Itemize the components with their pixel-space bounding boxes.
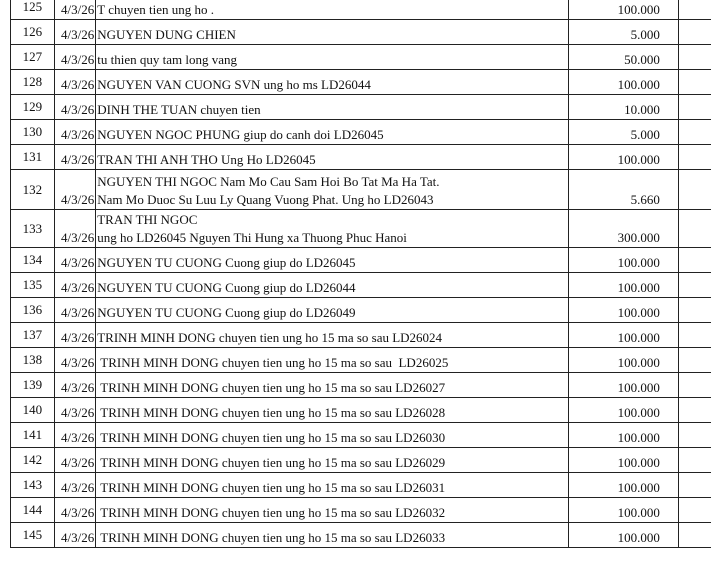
- row-description-text: TRINH MINH DONG chuyen tien ung ho 15 ma so sau LD26024: [97, 330, 443, 345]
- table-row: [11, 45, 711, 70]
- row-description: [96, 170, 569, 210]
- table-row: [11, 95, 711, 120]
- row-empty-cell: [678, 423, 711, 448]
- row-date: 4/3/26: [54, 120, 96, 145]
- row-description: [96, 523, 569, 548]
- row-description-text: TRINH MINH DONG chuyen tien ung ho 15 ma so sau LD26033: [97, 530, 446, 545]
- row-number: 145: [11, 523, 55, 548]
- table-row: [11, 373, 711, 398]
- row-date: 4/3/26: [54, 473, 96, 498]
- row-date: 4/3/26: [54, 210, 96, 248]
- row-number: 127: [11, 45, 55, 70]
- row-number: 134: [11, 248, 55, 273]
- row-empty-cell: [678, 273, 711, 298]
- row-amount: 100.000: [569, 348, 679, 373]
- row-description-text: NGUYEN DUNG CHIEN: [97, 27, 236, 42]
- row-description-text: ung ho LD26045 Nguyen Thi Hung xa Thuong Phuc Hanoi: [97, 230, 407, 245]
- row-description: [96, 210, 569, 248]
- row-amount: 100.000: [569, 398, 679, 423]
- row-description-text: T chuyen tien ung ho .: [97, 2, 214, 17]
- row-amount: 100.000: [569, 423, 679, 448]
- row-number: 139: [11, 373, 55, 398]
- row-description: [96, 498, 569, 523]
- row-description: [96, 323, 569, 348]
- row-date: 4/3/26: [54, 145, 96, 170]
- row-number: 130: [11, 120, 55, 145]
- table-row: [11, 248, 711, 273]
- table-row: [11, 423, 711, 448]
- table-row: [11, 398, 711, 423]
- row-empty-cell: [678, 45, 711, 70]
- row-empty-cell: [678, 448, 711, 473]
- row-amount: 100.000: [569, 448, 679, 473]
- row-description: [96, 248, 569, 273]
- row-amount: 100.000: [569, 498, 679, 523]
- row-number: 132: [11, 170, 55, 210]
- row-date: 4/3/26: [54, 45, 96, 70]
- row-description-text: TRINH MINH DONG chuyen tien ung ho 15 ma so sau LD26031: [97, 480, 446, 495]
- row-description: [96, 145, 569, 170]
- row-description: [96, 423, 569, 448]
- row-empty-cell: [678, 323, 711, 348]
- table-row: [11, 298, 711, 323]
- table-row: [11, 348, 711, 373]
- row-amount: 5.000: [569, 20, 679, 45]
- row-empty-cell: [678, 298, 711, 323]
- row-amount: 100.000: [569, 248, 679, 273]
- table-body: [11, 0, 711, 548]
- row-date: 4/3/26: [54, 298, 96, 323]
- row-date: 4/3/26: [54, 523, 96, 548]
- table-row: [11, 323, 711, 348]
- row-date: 4/3/26: [54, 373, 96, 398]
- row-date: 4/3/26: [54, 170, 96, 210]
- row-date: 4/3/26: [54, 70, 96, 95]
- table-row: [11, 70, 711, 95]
- row-empty-cell: [678, 0, 711, 20]
- row-empty-cell: [678, 373, 711, 398]
- row-description-text: DINH THE TUAN chuyen tien: [97, 102, 261, 117]
- row-description-line1: TRAN THI NGOC: [97, 212, 198, 227]
- row-date: 4/3/26: [54, 323, 96, 348]
- row-description: [96, 45, 569, 70]
- row-number: 126: [11, 20, 55, 45]
- row-amount: 100.000: [569, 473, 679, 498]
- row-description: [96, 70, 569, 95]
- row-empty-cell: [678, 348, 711, 373]
- row-description-text: NGUYEN VAN CUONG SVN ung ho ms LD26044: [97, 77, 371, 92]
- row-amount: 100.000: [569, 323, 679, 348]
- row-amount: 100.000: [569, 0, 679, 20]
- row-number: 135: [11, 273, 55, 298]
- row-empty-cell: [678, 20, 711, 45]
- row-date: 4/3/26: [54, 273, 96, 298]
- row-description: [96, 473, 569, 498]
- row-empty-cell: [678, 523, 711, 548]
- row-date: 4/3/26: [54, 398, 96, 423]
- row-description-text: tu thien quy tam long vang: [97, 52, 237, 67]
- row-description: [96, 398, 569, 423]
- row-description-text: NGUYEN TU CUONG Cuong giup do LD26045: [97, 255, 356, 270]
- row-date: 4/3/26: [54, 423, 96, 448]
- row-number: 137: [11, 323, 55, 348]
- row-number: 133: [11, 210, 55, 248]
- row-empty-cell: [678, 170, 711, 210]
- row-number: 144: [11, 498, 55, 523]
- table-row: [11, 273, 711, 298]
- row-description-text: TRINH MINH DONG chuyen tien ung ho 15 ma so sau LD26032: [97, 505, 446, 520]
- row-amount: 100.000: [569, 273, 679, 298]
- row-description: [96, 448, 569, 473]
- row-date: 4/3/26: [54, 448, 96, 473]
- row-amount: 100.000: [569, 523, 679, 548]
- row-description-text: Nam Mo Duoc Su Luu Ly Quang Vuong Phat. Ung ho LD26043: [97, 192, 434, 207]
- row-description: [96, 273, 569, 298]
- row-amount: 50.000: [569, 45, 679, 70]
- row-empty-cell: [678, 95, 711, 120]
- row-description-text: NGUYEN TU CUONG Cuong giup do LD26044: [97, 280, 356, 295]
- row-amount: 100.000: [569, 373, 679, 398]
- row-date: 4/3/26: [54, 348, 96, 373]
- row-number: 136: [11, 298, 55, 323]
- row-amount: 5.000: [569, 120, 679, 145]
- row-empty-cell: [678, 145, 711, 170]
- row-description-text: TRINH MINH DONG chuyen tien ung ho 15 ma so sau LD26027: [97, 380, 446, 395]
- row-date: 4/3/26: [54, 248, 96, 273]
- row-amount: 100.000: [569, 145, 679, 170]
- row-description: [96, 373, 569, 398]
- row-number: 140: [11, 398, 55, 423]
- table-row: [11, 170, 711, 210]
- row-amount: 100.000: [569, 70, 679, 95]
- table-row: [11, 210, 711, 248]
- row-description: [96, 0, 569, 20]
- row-description: [96, 298, 569, 323]
- donation-table: [10, 0, 711, 548]
- row-date: 4/3/26: [54, 498, 96, 523]
- row-empty-cell: [678, 210, 711, 248]
- row-number: 142: [11, 448, 55, 473]
- row-description-line1: NGUYEN THI NGOC Nam Mo Cau Sam Hoi Bo Tat Ma Ha Tat.: [97, 174, 440, 189]
- table-row: [11, 523, 711, 548]
- row-amount: 5.660: [569, 170, 679, 210]
- row-description-text: TRAN THI ANH THO Ung Ho LD26045: [97, 152, 316, 167]
- row-description-text: TRINH MINH DONG chuyen tien ung ho 15 ma so sau LD26025: [97, 355, 449, 370]
- row-description: [96, 20, 569, 45]
- row-number: 129: [11, 95, 55, 120]
- row-number: 141: [11, 423, 55, 448]
- table-row: [11, 498, 711, 523]
- row-empty-cell: [678, 248, 711, 273]
- row-amount: 10.000: [569, 95, 679, 120]
- row-description-text: NGUYEN TU CUONG Cuong giup do LD26049: [97, 305, 356, 320]
- table-row: [11, 120, 711, 145]
- row-amount: 300.000: [569, 210, 679, 248]
- row-description-text: TRINH MINH DONG chuyen tien ung ho 15 ma so sau LD26028: [97, 405, 446, 420]
- row-date: 4/3/26: [54, 95, 96, 120]
- row-description: [96, 348, 569, 373]
- row-empty-cell: [678, 120, 711, 145]
- row-description: [96, 120, 569, 145]
- table-row: [11, 473, 711, 498]
- row-empty-cell: [678, 398, 711, 423]
- row-empty-cell: [678, 498, 711, 523]
- row-amount: 100.000: [569, 298, 679, 323]
- row-number: 125: [11, 0, 55, 20]
- row-number: 128: [11, 70, 55, 95]
- table-row: [11, 20, 711, 45]
- row-description: [96, 95, 569, 120]
- row-date: 4/3/26: [54, 20, 96, 45]
- row-number: 143: [11, 473, 55, 498]
- row-number: 138: [11, 348, 55, 373]
- table-row: [11, 448, 711, 473]
- row-date: 4/3/26: [54, 0, 96, 20]
- row-empty-cell: [678, 70, 711, 95]
- row-description-text: TRINH MINH DONG chuyen tien ung ho 15 ma so sau LD26030: [97, 430, 446, 445]
- row-description-text: TRINH MINH DONG chuyen tien ung ho 15 ma so sau LD26029: [97, 455, 446, 470]
- row-number: 131: [11, 145, 55, 170]
- table-row: [11, 145, 711, 170]
- row-empty-cell: [678, 473, 711, 498]
- table-row: [11, 0, 711, 20]
- row-description-text: NGUYEN NGOC PHUNG giup do canh doi LD26045: [97, 127, 384, 142]
